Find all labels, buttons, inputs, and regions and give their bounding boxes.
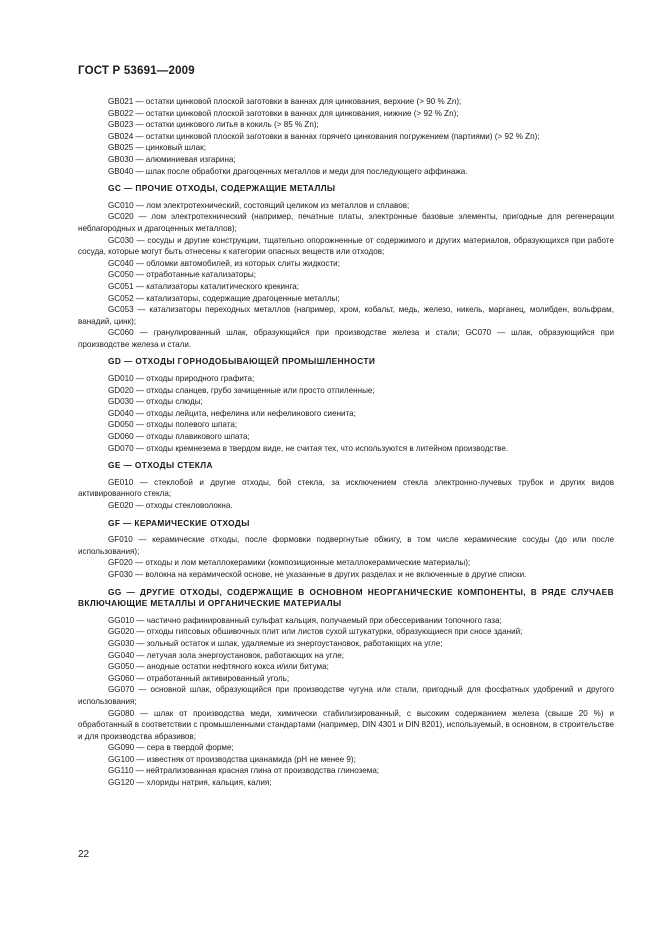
section-heading: GE — ОТХОДЫ СТЕКЛА <box>108 460 213 471</box>
list-item: GD070 — отходы кремнезема в твердом виде, не считая тех, что используются в литейном производстве. <box>108 443 509 453</box>
section-heading: GF — КЕРАМИЧЕСКИЕ ОТХОДЫ <box>108 517 250 528</box>
list-item: GD050 — отходы полевого шпата; <box>108 420 238 430</box>
list-item: GC051 — катализаторы каталитического крекинга; <box>108 281 300 291</box>
list-item: GB024 — остатки цинковой плоской заготовки в ваннах горячего цинкования погружением (партиями) (> 92 % Zn); <box>108 131 540 141</box>
list-item: GG090 — сера в твердой форме; <box>108 743 234 753</box>
document-body <box>78 96 614 789</box>
list-item: GG100 — известняк от производства цианамида (pH не менее 9); <box>108 754 356 764</box>
list-item: GC060 — гранулированный шлак, образующийся при производстве железа и стали; GC070 — шлак, образующийся при производстве железа и стали. <box>78 328 614 349</box>
list-item: GC020 — лом электротехнический (например, печатные платы, электронные базовые элементы, пригодные для регенерации неблагородных и драгоценных металлов); <box>78 212 614 233</box>
list-item: GB023 — остатки цинкового литья в кокиль (> 85 % Zn); <box>108 120 319 130</box>
section-heading: GG — ДРУГИЕ ОТХОДЫ, СОДЕРЖАЩИЕ В ОСНОВНОМ НЕОРГАНИЧЕСКИЕ КОМПОНЕНТЫ, В РЯДЕ СЛУЧАЕВ ВКЛЮЧАЮЩИЕ МЕТАЛЛЫ И ОРГАНИЧЕСКИЕ МАТЕРИАЛЫ <box>78 586 614 609</box>
section-heading: GD — ОТХОДЫ ГОРНОДОБЫВАЮЩЕЙ ПРОМЫШЛЕННОСТИ <box>108 356 376 367</box>
list-item: GC052 — катализаторы, содержащие драгоценные металлы; <box>108 293 340 303</box>
list-item: GG060 — отработанный активированный уголь; <box>108 673 290 683</box>
list-item: GC040 — обломки автомобилей, из которых слиты жидкости; <box>108 258 340 268</box>
list-item: GF030 — волокна на керамической основе, не указанные в других разделах и не включенные в другие списки. <box>108 569 527 579</box>
list-item: GG110 — нейтрализованная красная глина от производства глинозема; <box>108 766 380 776</box>
list-item: GD020 — отходы сланцев, грубо зачищенные или просто отпиленные; <box>108 385 375 395</box>
list-item: GF010 — керамические отходы, после формовки подвергнутые обжигу, в том числе керамические сосуды (до или после использования); <box>78 535 614 556</box>
list-item: GC010 — лом электротехнический, состоящий целиком из металлов и сплавов; <box>108 200 410 210</box>
list-item: GG050 — анодные остатки нефтяного кокса и/или битума; <box>108 662 329 672</box>
list-item: GG080 — шлак от производства меди, химически стабилизированный, с высоким содержанием железа (свыше 20 %) и обработанный в соответствии с промышленными стандартами (например, DIN 4301 и DIN 8201), используемый, в основном, в строительстве и для производства абразивов; <box>78 708 614 741</box>
list-item: GG030 — зольный остаток и шлак, удаляемые из энергоустановок, работающих на угле; <box>108 638 443 648</box>
page-number: 22 <box>78 849 90 860</box>
list-item: GC053 — катализаторы переходных металлов (например, хром, кобальт, медь, железо, никель, марганец, молибден, вольфрам, ванадий, цинк); <box>78 305 614 326</box>
list-item: GC030 — сосуды и другие конструкции, тщательно опорожненные от содержимого и других материалов, образующихся при работе сосуда, которые могут быть отнесены к категории опасных веществ или отходов; <box>78 235 614 257</box>
list-item: GF020 — отходы и лом металлокерамики (композиционные металлокерамические материалы); <box>108 558 471 568</box>
list-item: GD040 — отходы лейцита, нефелина или нефелинового сиенита; <box>108 408 356 418</box>
list-item: GG040 — летучая зола энергоустановок, работающих на угле; <box>108 650 345 660</box>
list-item: GD060 — отходы плавикового шпата; <box>108 432 250 442</box>
list-item: GB022 — остатки цинковой плоской заготовки в ваннах для цинкования, нижние (> 92 % Zn); <box>108 108 459 118</box>
list-item: GB021 — остатки цинковой плоской заготовки в ваннах для цинкования, верхние (> 90 % Zn); <box>108 97 462 106</box>
list-item: GB025 — цинковый шлак; <box>108 143 206 153</box>
list-item: GB040 — шлак после обработки драгоценных металлов и меди для последующего аффинажа. <box>108 166 468 176</box>
document-header: ГОСТ Р 53691—2009 <box>78 65 195 77</box>
section-heading: GC — ПРОЧИЕ ОТХОДЫ, СОДЕРЖАЩИЕ МЕТАЛЛЫ <box>108 183 336 194</box>
list-item: GE020 — отходы стекловолокна. <box>108 501 233 510</box>
list-item: GB030 — алюминиевая изгарина; <box>108 154 236 164</box>
list-item: GD010 — отходы природного графита; <box>108 374 255 384</box>
list-item: GG020 — отходы гипсовых обшивочных плит или листов сухой штукатурки, образующиеся при сносе зданий; <box>108 627 523 637</box>
list-item: GD030 — отходы слюды; <box>108 397 203 407</box>
list-item: GG070 — основной шлак, образующийся при производстве чугуна или стали, пригодный для фосфатных удобрений и другого использования; <box>78 685 614 706</box>
list-item: GC050 — отработанные катализаторы; <box>108 270 256 280</box>
list-item: GG010 — частично рафинированный сульфат кальция, получаемый при обессеривании топочного газа; <box>108 615 502 625</box>
list-item: GE010 — стеклобой и другие отходы, бой стекла, за исключением стекла электронно-лучевых трубок и других видов активированного стекла; <box>78 477 614 499</box>
list-item: GG120 — хлориды натрия, кальция, калия; <box>108 778 272 788</box>
